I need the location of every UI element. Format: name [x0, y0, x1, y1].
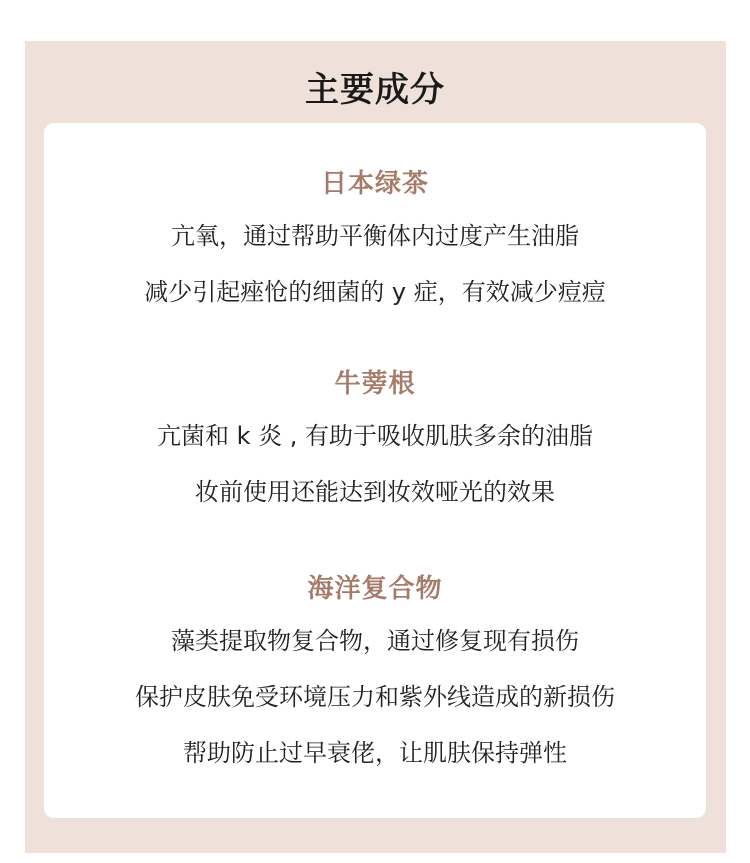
- ingredient-heading: 日本绿茶: [320, 169, 429, 199]
- ingredient-description-line: 减少引起痤怆的细菌的 y 症，有效减少痘痘: [144, 278, 606, 306]
- ingredient-heading: 海洋复合物: [307, 574, 443, 604]
- page-title: 主要成分: [305, 70, 445, 110]
- ingredient-description-line: 藻类提取物复合物，通过修复现有损伤: [171, 627, 579, 655]
- ingredient-description-line: 亢氧，通过帮助平衡体内过度产生油脂: [171, 222, 579, 250]
- ingredient-section-green-tea: [0, 164, 750, 320]
- ingredient-section-marine-complex: [0, 569, 750, 781]
- ingredient-description-line: 保护皮肤免受环境压力和紫外线造成的新损伤: [135, 683, 615, 711]
- ingredient-description-line: 亢菌和 k 炎 , 有助于吸收肌肤多余的油脂: [156, 422, 594, 450]
- ingredient-description-line: 妆前使用还能达到妆效哑光的效果: [195, 478, 555, 506]
- ingredient-heading: 牛蒡根: [334, 369, 416, 399]
- ingredient-section-burdock-root: [0, 364, 750, 520]
- ingredient-description-line: 帮助防止过早衰佬，让肌肤保持弹性: [183, 739, 567, 767]
